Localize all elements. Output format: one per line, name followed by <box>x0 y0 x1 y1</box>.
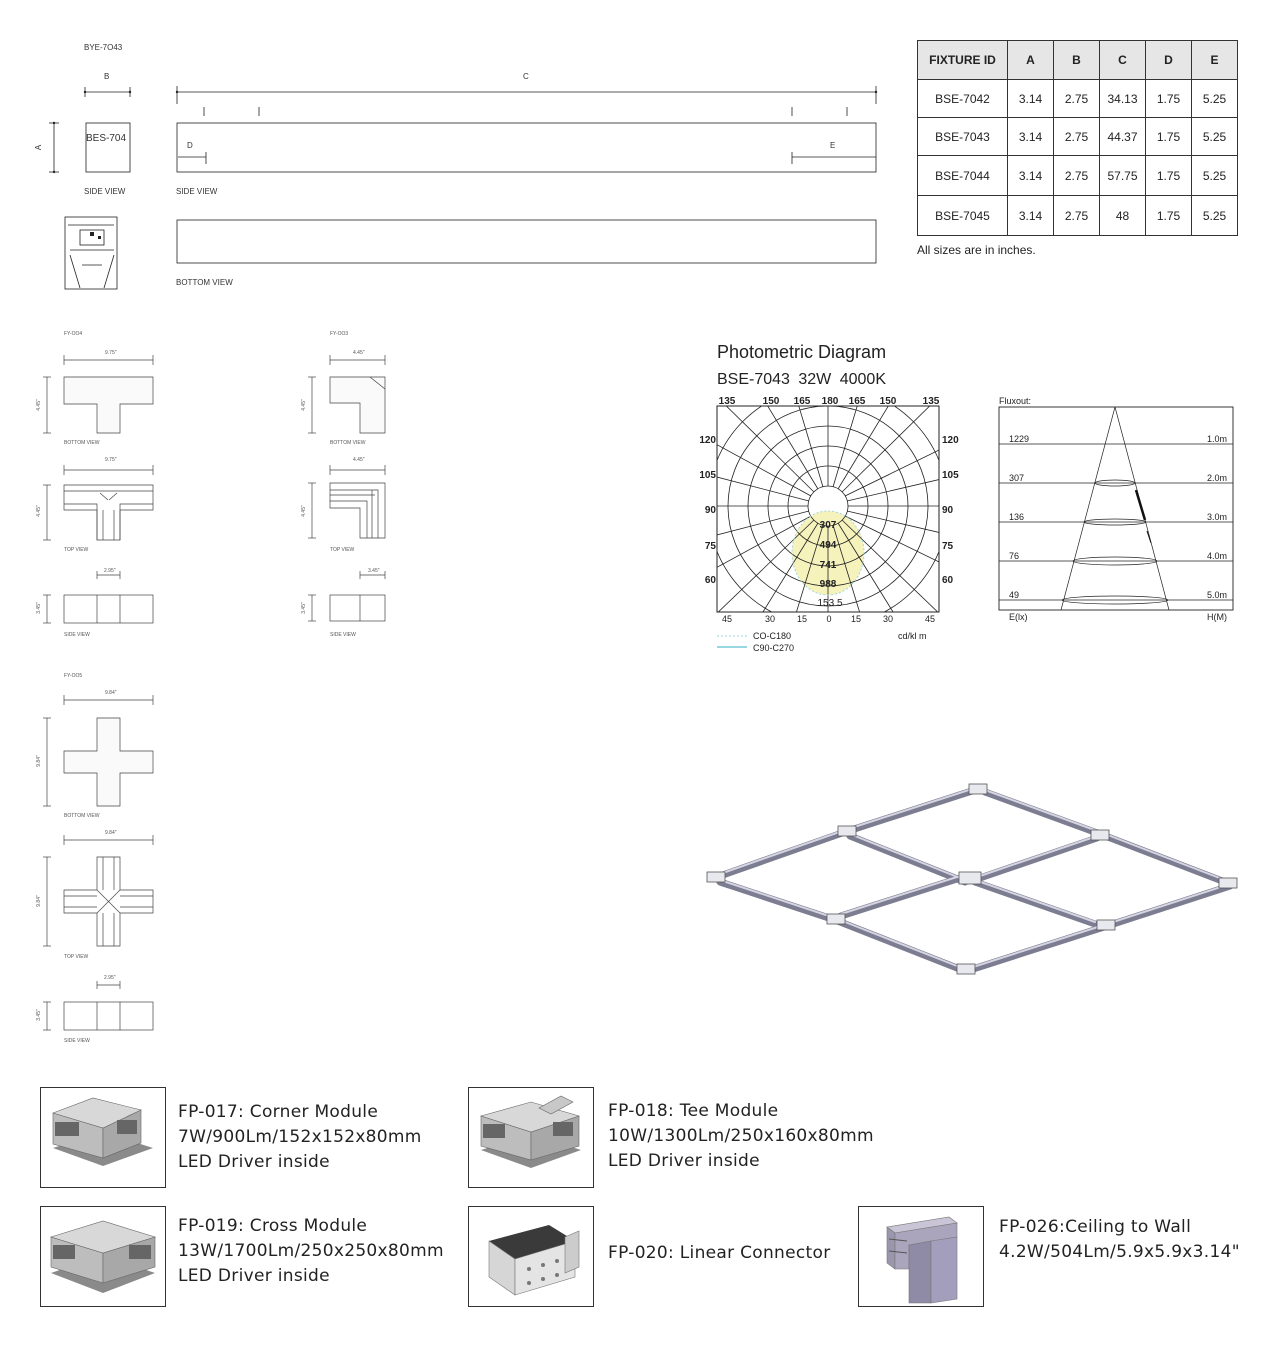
side-view-label-1: SIDE VIEW <box>84 187 126 196</box>
cross-side-height-label: 3.45" <box>35 1009 42 1021</box>
table-row <box>918 118 1238 156</box>
x-right-label: H(M) <box>1207 612 1227 622</box>
product-corner-text <box>178 1100 422 1175</box>
top-angle-label: 180 <box>821 396 839 407</box>
table-cell: 1.75 <box>1146 118 1192 156</box>
top-angle-label: 150 <box>762 396 780 407</box>
product-connector-text <box>608 1241 831 1266</box>
flux-label: Fluxout: <box>999 396 1032 406</box>
product-cross-title: FP-019: Cross Module <box>178 1216 368 1236</box>
product-ceiling-wall-title: FP-026:Ceiling to Wall <box>999 1217 1192 1237</box>
table-cell: 2.75 <box>1054 80 1100 118</box>
corner-module-drawing <box>300 345 395 640</box>
table-cell: 57.75 <box>1100 156 1146 196</box>
dim-c-label: C <box>523 72 529 81</box>
product-tee-spec: 10W/1300Lm/250x160x80mm <box>608 1126 874 1146</box>
cross-side-view-label: SIDE VIEW <box>64 1038 90 1044</box>
tee-module-icon <box>469 1088 593 1187</box>
cross-height-label-2: 9.84" <box>35 895 42 907</box>
top-angle-label: 165 <box>793 396 811 407</box>
product-connector-title: FP-020: Linear Connector <box>608 1243 831 1263</box>
table-cell: 34.13 <box>1100 80 1146 118</box>
legend-c90-label: C90-C270 <box>753 643 795 653</box>
left-angle-label: 75 <box>704 541 716 552</box>
product-corner-driver: LED Driver inside <box>178 1152 330 1172</box>
dim-b-label: B <box>104 72 110 81</box>
left-angle-label: 60 <box>704 575 716 586</box>
right-angle-label: 75 <box>942 541 954 552</box>
corner-width-label-2: 4.45" <box>353 457 365 463</box>
table-cell: 3.14 <box>1008 156 1054 196</box>
right-angle-label: 105 <box>942 470 959 481</box>
table-cell: 1.75 <box>1146 156 1192 196</box>
left-angle-label: 90 <box>704 505 716 516</box>
corner-height-label-2: 4.45" <box>300 505 307 517</box>
bottom-angle-label: 15 <box>796 614 808 624</box>
ring-value: 494 <box>819 540 837 551</box>
photometric-subtitle: BSE-7043 32W 4000K <box>717 371 886 388</box>
bottom-angle-label: 30 <box>764 614 776 624</box>
corner-bottom-view-label: BOTTOM VIEW <box>330 440 366 446</box>
tee-height-label-2: 4.45" <box>35 505 42 517</box>
height-value: 3.0m <box>1206 512 1227 522</box>
cross-width-label: 9.84" <box>105 690 117 696</box>
drawing-model-label: BYE-7O43 <box>84 43 123 52</box>
product-corner-title: FP-017: Corner Module <box>178 1102 379 1122</box>
ring-value: 741 <box>819 560 837 571</box>
product-image-tee <box>468 1087 594 1188</box>
corner-side-height-label: 3.45" <box>300 602 307 614</box>
top-angle-label: 165 <box>848 396 866 407</box>
col-c: C <box>1100 41 1146 80</box>
product-tee-title: FP-018: Tee Module <box>608 1101 779 1121</box>
table-cell: BSE-7045 <box>918 196 1008 236</box>
grid-assembly-illustration <box>695 780 1245 980</box>
linear-connector-icon <box>469 1207 593 1306</box>
corner-height-label: 4.45" <box>300 399 307 411</box>
illuminance-diagram <box>995 393 1240 628</box>
corner-side-view-label: SIDE VIEW <box>330 632 356 638</box>
dim-a-label: A <box>34 144 44 151</box>
product-image-corner <box>40 1087 166 1188</box>
table-cell: 5.25 <box>1192 118 1238 156</box>
bottom-view-label: BOTTOM VIEW <box>176 278 233 287</box>
table-row <box>918 196 1238 236</box>
bottom-angle-label: 30 <box>882 614 894 624</box>
bottom-angle-label: 15 <box>850 614 862 624</box>
table-cell: 2.75 <box>1054 196 1100 236</box>
col-a: A <box>1008 41 1054 80</box>
polar-diagram <box>690 390 980 660</box>
tee-width-label: 9.75" <box>105 350 117 356</box>
table-cell: 3.14 <box>1008 80 1054 118</box>
tee-side-height-label: 3.45" <box>35 602 42 614</box>
table-cell: 2.75 <box>1054 156 1100 196</box>
col-e: E <box>1192 41 1238 80</box>
tee-side-view-label: SIDE VIEW <box>64 632 90 638</box>
height-value: 4.0m <box>1206 551 1227 561</box>
table-cell: 5.25 <box>1192 80 1238 118</box>
right-angle-label: 120 <box>942 435 959 446</box>
product-image-cross <box>40 1206 166 1307</box>
table-cell: 1.75 <box>1146 196 1192 236</box>
table-cell: 1.75 <box>1146 80 1192 118</box>
ring-value: 988 <box>819 579 837 590</box>
left-angle-label: 105 <box>699 470 716 481</box>
lux-value: 76 <box>1009 551 1020 561</box>
col-b: B <box>1054 41 1100 80</box>
top-angle-label: 135 <box>718 396 736 407</box>
right-angle-label: 90 <box>942 505 954 516</box>
left-angle-label: 120 <box>699 435 716 446</box>
cross-top-view-label: TOP VIEW <box>64 954 89 960</box>
product-corner-spec: 7W/900Lm/152x152x80mm <box>178 1127 422 1147</box>
corner-width-label: 4.45" <box>353 350 365 356</box>
col-fixture-id: FIXTURE ID <box>918 41 1008 80</box>
cross-module-id: FY-OO5 <box>64 673 83 679</box>
table-cell: 3.14 <box>1008 118 1054 156</box>
ceiling-wall-icon <box>859 1207 983 1306</box>
lux-value: 1229 <box>1009 434 1030 444</box>
cross-width-label-2: 9.84" <box>105 830 117 836</box>
table-cell: 48 <box>1100 196 1146 236</box>
product-image-ceiling-wall <box>858 1206 984 1307</box>
top-angle-label: 150 <box>879 396 897 407</box>
table-cell: 44.37 <box>1100 118 1146 156</box>
bottom-intensity-value: 153 5 <box>817 598 843 609</box>
cross-height-label: 9.84" <box>35 755 42 767</box>
dim-e-label: E <box>830 141 836 150</box>
tee-width-label-2: 9.75" <box>105 457 117 463</box>
ring-value: 307 <box>819 520 837 531</box>
cross-module-drawing <box>40 685 165 1045</box>
tee-module-id: FY-OO4 <box>64 331 83 337</box>
tee-height-label: 4.45" <box>35 399 42 411</box>
corner-module-icon <box>41 1088 165 1187</box>
bottom-angle-label: 0 <box>826 614 832 624</box>
spec-table-header <box>918 41 1238 80</box>
col-d: D <box>1146 41 1192 80</box>
table-cell: BSE-7044 <box>918 156 1008 196</box>
lux-value: 307 <box>1009 473 1025 483</box>
bottom-angle-label: 45 <box>721 614 733 624</box>
table-row <box>918 80 1238 118</box>
right-angle-label: 60 <box>942 575 954 586</box>
corner-side-width-label: 3.45" <box>368 568 380 574</box>
product-ceiling-wall-text <box>999 1215 1240 1265</box>
cross-side-width-label: 2.95" <box>104 975 116 981</box>
tee-bottom-view-label: BOTTOM VIEW <box>64 440 100 446</box>
side-view-label-2: SIDE VIEW <box>176 187 218 196</box>
spec-table <box>917 40 1238 236</box>
table-cell: 5.25 <box>1192 156 1238 196</box>
section-label: BES-704 <box>86 133 127 144</box>
lux-value: 136 <box>1009 512 1025 522</box>
product-ceiling-wall-spec: 4.2W/504Lm/5.9x5.9x3.14" <box>999 1242 1240 1262</box>
product-cross-driver: LED Driver inside <box>178 1266 330 1286</box>
cross-bottom-view-label: BOTTOM VIEW <box>64 813 100 819</box>
product-cross-spec: 13W/1700Lm/250x250x80mm <box>178 1241 444 1261</box>
photometric-title: Photometric Diagram <box>717 342 887 362</box>
fixture-drawing <box>30 60 900 300</box>
table-cell: 5.25 <box>1192 196 1238 236</box>
tee-module-drawing <box>40 345 165 640</box>
corner-module-id: FY-OO3 <box>330 331 349 337</box>
corner-top-view-label: TOP VIEW <box>330 547 355 553</box>
table-row <box>918 156 1238 196</box>
lux-value: 49 <box>1009 590 1020 600</box>
tee-side-width-label: 2.95" <box>104 568 116 574</box>
height-value: 5.0m <box>1206 590 1227 600</box>
product-tee-driver: LED Driver inside <box>608 1151 760 1171</box>
tee-top-view-label: TOP VIEW <box>64 547 89 553</box>
height-value: 2.0m <box>1206 473 1227 483</box>
x-left-label: E(lx) <box>1009 612 1028 622</box>
table-cell: BSE-7043 <box>918 118 1008 156</box>
top-angle-label: 135 <box>922 396 940 407</box>
unit-label: cd/kl m <box>898 631 927 641</box>
table-cell: 3.14 <box>1008 196 1054 236</box>
cross-module-icon <box>41 1207 165 1306</box>
product-tee-text <box>608 1099 874 1174</box>
bottom-angle-label: 45 <box>924 614 936 624</box>
table-cell: 2.75 <box>1054 118 1100 156</box>
table-note: All sizes are in inches. <box>917 243 1036 257</box>
height-value: 1.0m <box>1206 434 1227 444</box>
table-cell: BSE-7042 <box>918 80 1008 118</box>
legend-c0-label: CO-C180 <box>753 631 792 641</box>
dim-d-label: D <box>187 141 193 150</box>
product-cross-text <box>178 1214 444 1289</box>
product-image-connector <box>468 1206 594 1307</box>
